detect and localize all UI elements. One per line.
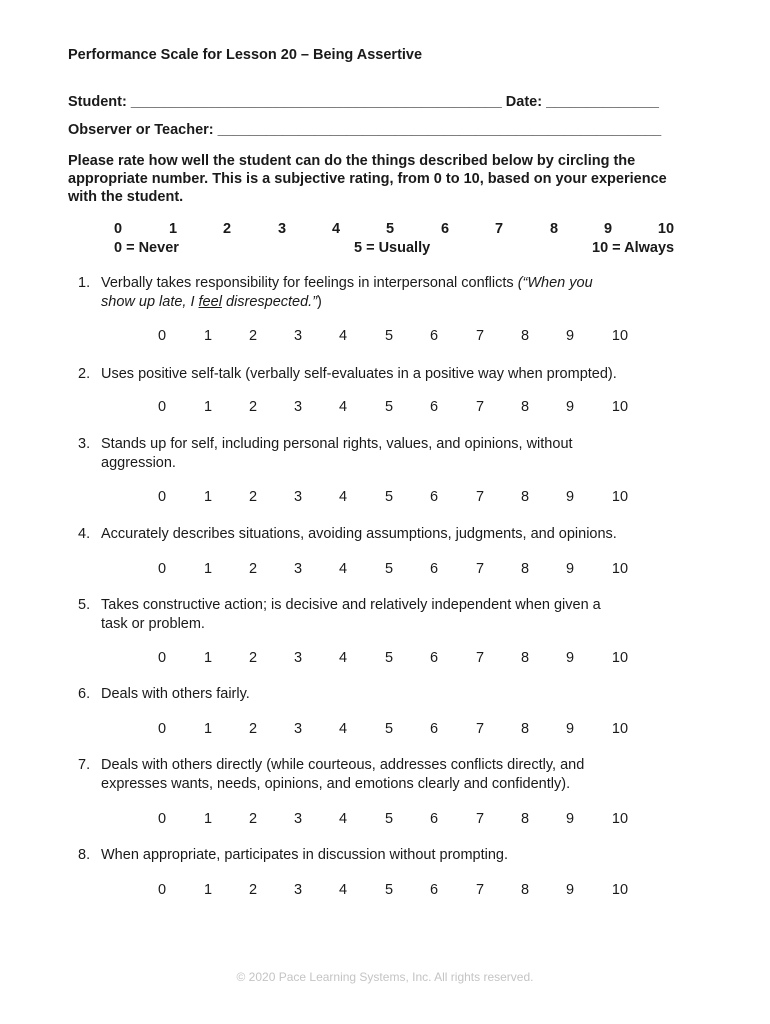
rating-option[interactable]: 0 <box>157 561 167 577</box>
item-text <box>101 846 508 865</box>
rating-option[interactable]: 6 <box>429 561 439 577</box>
rating-option[interactable]: 0 <box>157 650 167 666</box>
item-text-line: Stands up for self, including personal rights, values, and opinions, without <box>101 436 573 452</box>
rating-option[interactable]: 7 <box>475 328 485 344</box>
scale-number: 5 <box>385 221 395 237</box>
copyright-footer: © 2020 Pace Learning Systems, Inc. All rights reserved. <box>236 970 534 984</box>
rating-option[interactable]: 8 <box>520 650 530 666</box>
item-text-line: Verbally takes responsibility for feelings in interpersonal conflicts <box>101 275 518 291</box>
item-text-line: Accurately describes situations, avoiding assumptions, judgments, and opinions. <box>101 526 617 542</box>
scale-number: 4 <box>331 221 341 237</box>
student-date-field[interactable]: Student: ______________________________________________ Date: ______________ <box>68 94 659 110</box>
rating-option[interactable]: 4 <box>338 811 348 827</box>
item-text <box>101 525 617 544</box>
rating-option[interactable]: 3 <box>293 721 303 737</box>
rating-option[interactable]: 5 <box>384 650 394 666</box>
rating-option[interactable]: 10 <box>611 328 629 344</box>
rating-option[interactable]: 9 <box>565 882 575 898</box>
rating-option[interactable]: 3 <box>293 811 303 827</box>
item-text-italic: (“When you <box>517 275 593 291</box>
rating-option[interactable]: 7 <box>475 561 485 577</box>
scale-number: 0 <box>113 221 123 237</box>
rating-option[interactable]: 3 <box>293 399 303 415</box>
rating-option[interactable]: 6 <box>429 721 439 737</box>
item-text-line: Uses positive self-talk (verbally self-evaluates in a positive way when prompted). <box>101 366 617 382</box>
rating-option[interactable]: 1 <box>203 650 213 666</box>
scale-number: 1 <box>168 221 178 237</box>
scale-label-always: 10 = Always <box>592 240 675 256</box>
rating-option[interactable]: 6 <box>429 489 439 505</box>
rating-option[interactable]: 4 <box>338 561 348 577</box>
item-number: 1. <box>78 275 91 291</box>
rating-option[interactable]: 10 <box>611 721 629 737</box>
rating-option[interactable]: 1 <box>203 399 213 415</box>
rating-option[interactable]: 3 <box>293 650 303 666</box>
rating-option[interactable]: 0 <box>157 399 167 415</box>
rating-option[interactable]: 4 <box>338 489 348 505</box>
rating-option[interactable]: 2 <box>248 811 258 827</box>
rating-option[interactable]: 7 <box>475 882 485 898</box>
rating-option[interactable]: 8 <box>520 489 530 505</box>
rating-option[interactable]: 3 <box>293 328 303 344</box>
rating-option[interactable]: 4 <box>338 328 348 344</box>
rating-option[interactable]: 0 <box>157 489 167 505</box>
rating-option[interactable]: 3 <box>293 561 303 577</box>
item-text-line: Deals with others fairly. <box>101 686 250 702</box>
rating-option[interactable]: 7 <box>475 650 485 666</box>
rating-option[interactable]: 8 <box>520 811 530 827</box>
item-number: 2. <box>78 366 91 382</box>
rating-option[interactable]: 6 <box>429 399 439 415</box>
item-text <box>101 435 573 472</box>
rating-option[interactable]: 0 <box>157 811 167 827</box>
rating-option[interactable]: 2 <box>248 489 258 505</box>
rating-option[interactable]: 10 <box>611 811 629 827</box>
item-text <box>101 274 593 311</box>
rating-option[interactable]: 2 <box>248 328 258 344</box>
rating-option[interactable]: 1 <box>203 328 213 344</box>
item-text-underlined: feel <box>198 293 222 310</box>
rating-option[interactable]: 9 <box>565 489 575 505</box>
rating-option[interactable]: 9 <box>565 399 575 415</box>
rating-option[interactable]: 5 <box>384 328 394 344</box>
scale-number: 9 <box>603 221 613 237</box>
rating-option[interactable]: 6 <box>429 811 439 827</box>
rating-option[interactable]: 4 <box>338 882 348 898</box>
rating-option[interactable]: 10 <box>611 561 629 577</box>
instructions <box>68 152 708 206</box>
item-text-line: Deals with others directly (while courteous, addresses conflicts directly, and <box>101 757 585 773</box>
item-text <box>101 685 250 704</box>
rating-option[interactable]: 10 <box>611 399 629 415</box>
rating-option[interactable]: 6 <box>429 882 439 898</box>
item-text <box>101 365 617 384</box>
item-text-italic: disrespected.” <box>221 293 318 310</box>
item-text-italic: show up late, I <box>101 293 199 310</box>
rating-option[interactable]: 9 <box>565 650 575 666</box>
page-title: Performance Scale for Lesson 20 – Being Assertive <box>68 47 423 63</box>
rating-option[interactable]: 8 <box>520 328 530 344</box>
rating-option[interactable]: 1 <box>203 882 213 898</box>
rating-option[interactable]: 2 <box>248 561 258 577</box>
rating-option[interactable]: 2 <box>248 650 258 666</box>
rating-option[interactable]: 1 <box>203 811 213 827</box>
item-number: 4. <box>78 526 91 542</box>
rating-option[interactable]: 2 <box>248 399 258 415</box>
rating-option[interactable]: 6 <box>429 328 439 344</box>
rating-option[interactable]: 8 <box>520 721 530 737</box>
rating-option[interactable]: 4 <box>338 650 348 666</box>
item-number: 6. <box>78 686 91 702</box>
item-text-line: When appropriate, participates in discussion without prompting. <box>101 847 509 863</box>
rating-option[interactable]: 4 <box>338 399 348 415</box>
item-text-line: task or problem. <box>101 615 205 632</box>
item-number: 8. <box>78 847 91 863</box>
rating-option[interactable]: 0 <box>157 721 167 737</box>
instructions-line: with the student. <box>68 189 184 205</box>
scale-number: 3 <box>277 221 287 237</box>
rating-option[interactable]: 5 <box>384 399 394 415</box>
scale-number: 2 <box>222 221 232 237</box>
item-text-line: Takes constructive action; is decisive and relatively independent when given a <box>101 597 601 613</box>
instructions-line: Please rate how well the student can do the things described below by circling the <box>68 153 636 169</box>
rating-option[interactable]: 9 <box>565 811 575 827</box>
rating-option[interactable]: 9 <box>565 328 575 344</box>
rating-option[interactable]: 2 <box>248 882 258 898</box>
rating-option[interactable]: 4 <box>338 721 348 737</box>
item-number: 3. <box>78 436 91 452</box>
rating-option[interactable]: 5 <box>384 561 394 577</box>
item-text-line: ) <box>317 293 322 310</box>
scale-label-usually: 5 = Usually <box>354 240 431 256</box>
rating-option[interactable]: 9 <box>565 561 575 577</box>
scale-number: 6 <box>440 221 450 237</box>
rating-option[interactable]: 10 <box>611 489 629 505</box>
rating-option[interactable]: 5 <box>384 721 394 737</box>
rating-option[interactable]: 7 <box>475 399 485 415</box>
item-number: 7. <box>78 757 91 773</box>
rating-option[interactable]: 5 <box>384 811 394 827</box>
rating-option[interactable]: 1 <box>203 721 213 737</box>
rating-option[interactable]: 7 <box>475 489 485 505</box>
rating-option[interactable]: 0 <box>157 882 167 898</box>
rating-option[interactable]: 3 <box>293 882 303 898</box>
item-text <box>101 756 584 793</box>
rating-option[interactable]: 8 <box>520 399 530 415</box>
rating-option[interactable]: 0 <box>157 328 167 344</box>
rating-option[interactable]: 10 <box>611 882 629 898</box>
rating-option[interactable]: 1 <box>203 489 213 505</box>
rating-option[interactable]: 8 <box>520 882 530 898</box>
rating-option[interactable]: 7 <box>475 811 485 827</box>
rating-option[interactable]: 8 <box>520 561 530 577</box>
scale-number: 7 <box>494 221 504 237</box>
item-number: 5. <box>78 597 91 613</box>
rating-option[interactable]: 5 <box>384 489 394 505</box>
scale-label-never: 0 = Never <box>114 240 179 256</box>
rating-option[interactable]: 3 <box>293 489 303 505</box>
observer-field[interactable]: Observer or Teacher: _______________________________________________________ <box>68 122 662 138</box>
item-text-line: expresses wants, needs, opinions, and emotions clearly and confidently). <box>101 775 571 792</box>
rating-option[interactable]: 9 <box>565 721 575 737</box>
scale-number: 8 <box>549 221 559 237</box>
rating-option[interactable]: 5 <box>384 882 394 898</box>
rating-option[interactable]: 10 <box>611 650 629 666</box>
rating-option[interactable]: 7 <box>475 721 485 737</box>
rating-option[interactable]: 1 <box>203 561 213 577</box>
item-text <box>101 596 601 633</box>
scale-number: 10 <box>657 221 675 237</box>
item-text-line: aggression. <box>101 454 176 471</box>
rating-option[interactable]: 6 <box>429 650 439 666</box>
rating-option[interactable]: 2 <box>248 721 258 737</box>
instructions-line: appropriate number. This is a subjective rating, from 0 to 10, based on your experience <box>68 171 667 187</box>
